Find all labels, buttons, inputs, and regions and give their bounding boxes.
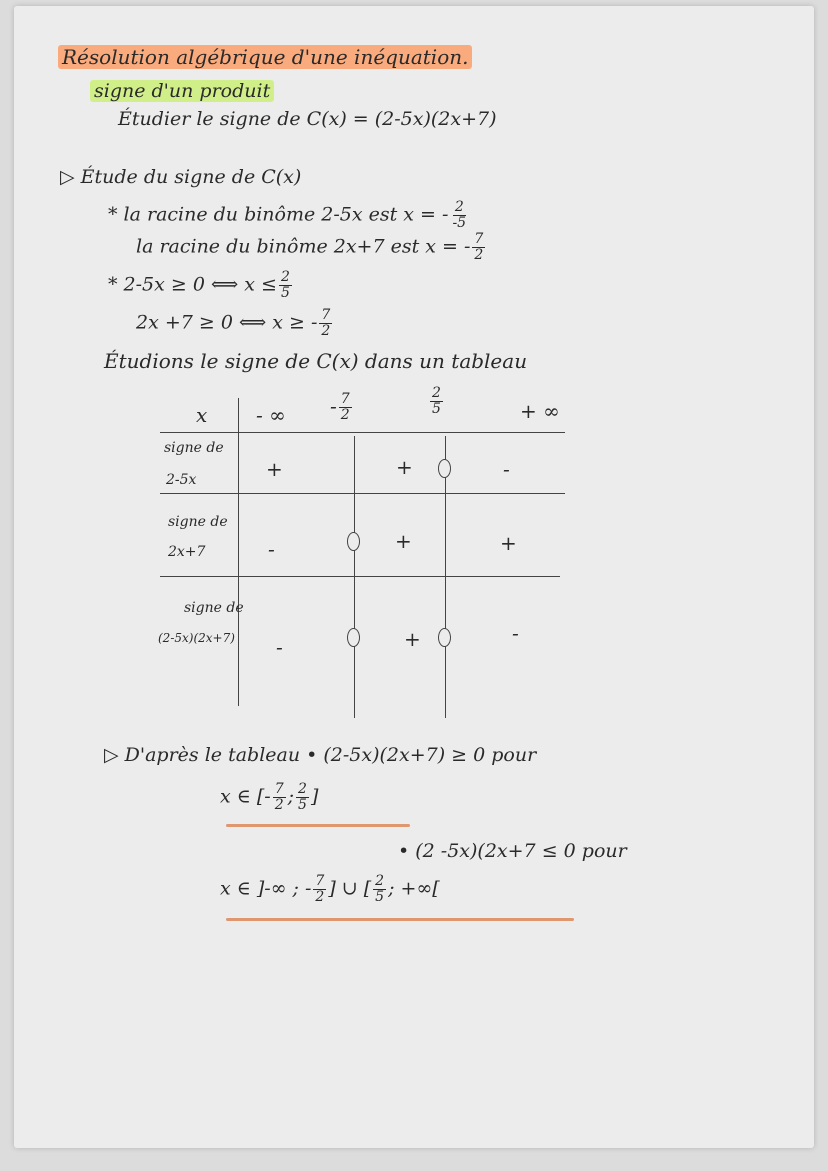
row1-zero xyxy=(438,459,451,478)
root1-value: - $\frac{7}{2}$ xyxy=(330,391,350,423)
study-heading: ▷ Étude du signe de C(x) xyxy=(60,166,302,188)
root2-fraction: $\frac{7}{2}$ xyxy=(474,231,484,263)
row3-sign-1: - xyxy=(276,635,283,659)
row2-label-line2: 2x+7 xyxy=(168,544,206,560)
row2-zero xyxy=(347,532,360,551)
ineq2-fraction: $\frac{7}{2}$ xyxy=(321,307,331,339)
conclusion-line3: • (2 -5x)(2x+7 ≤ 0 pour xyxy=(398,840,627,862)
minus-infinity: - ∞ xyxy=(256,403,286,427)
root2-line: la racine du binôme 2x+7 est x = - $\frac{7}{2}$ xyxy=(136,231,484,263)
conclusion-line1: ▷ D'après le tableau • (2-5x)(2x+7) ≥ 0 pour xyxy=(104,744,537,766)
root1-fraction: $\frac{2}{-5}$ xyxy=(452,199,467,231)
x-label: x xyxy=(196,403,208,427)
row3-label-line2: (2-5x)(2x+7) xyxy=(158,631,235,645)
row2-sign-2: + xyxy=(395,529,412,553)
table-hline-1 xyxy=(160,432,565,433)
row1-label-line1: signe de xyxy=(164,440,224,456)
row3-zero-1 xyxy=(347,628,360,647)
table-intro: Étudions le signe de C(x) dans un tableau xyxy=(104,349,528,373)
inequality1-line: * 2-5x ≥ 0 ⟺ x ≤ $\frac{2}{5}$ xyxy=(108,269,290,301)
row2-sign-1: - xyxy=(268,537,275,561)
row1-label-line2: 2-5x xyxy=(166,472,197,488)
underline-positive xyxy=(226,824,410,827)
row2-sign-3: + xyxy=(500,531,517,555)
row1-sign-3: - xyxy=(503,457,510,481)
row1-sign-2: + xyxy=(396,455,413,479)
plus-infinity: + ∞ xyxy=(520,399,560,423)
inequality2-line: 2x +7 ≥ 0 ⟺ x ≥ - $\frac{7}{2}$ xyxy=(136,307,331,339)
ineq1-fraction: $\frac{2}{5}$ xyxy=(280,269,290,301)
table-hline-3 xyxy=(160,576,560,577)
row3-sign-3: - xyxy=(512,621,519,645)
row3-label-line1: signe de xyxy=(184,600,244,616)
table-vline-root2 xyxy=(445,436,446,718)
table-vline-root1 xyxy=(354,436,355,718)
row2-label-line1: signe de xyxy=(168,514,228,530)
interval-negative: x ∈ ]-∞ ; - $\frac{7}{2}$ ] ∪ [ $\frac{2}{5}$ ; +∞[ xyxy=(220,873,440,905)
row1-sign-1: + xyxy=(266,457,283,481)
row3-zero-2 xyxy=(438,628,451,647)
table-vline-labels xyxy=(238,398,239,706)
subtitle: signe d'un produit xyxy=(90,80,274,102)
underline-negative xyxy=(226,918,574,921)
root1-line: * la racine du binôme 2-5x est x = - $\frac{2}{-5}$ xyxy=(108,199,467,231)
page-title: Résolution algébrique d'une inéquation. xyxy=(58,46,472,68)
task-statement: Étudier le signe de C(x) = (2-5x)(2x+7) xyxy=(118,108,497,130)
row3-sign-2: + xyxy=(404,627,421,651)
table-hline-2 xyxy=(160,493,565,494)
interval-positive: x ∈ [- $\frac{7}{2}$ ; $\frac{2}{5}$ ] xyxy=(220,781,319,813)
root2-value: $\frac{2}{5}$ xyxy=(432,385,441,417)
